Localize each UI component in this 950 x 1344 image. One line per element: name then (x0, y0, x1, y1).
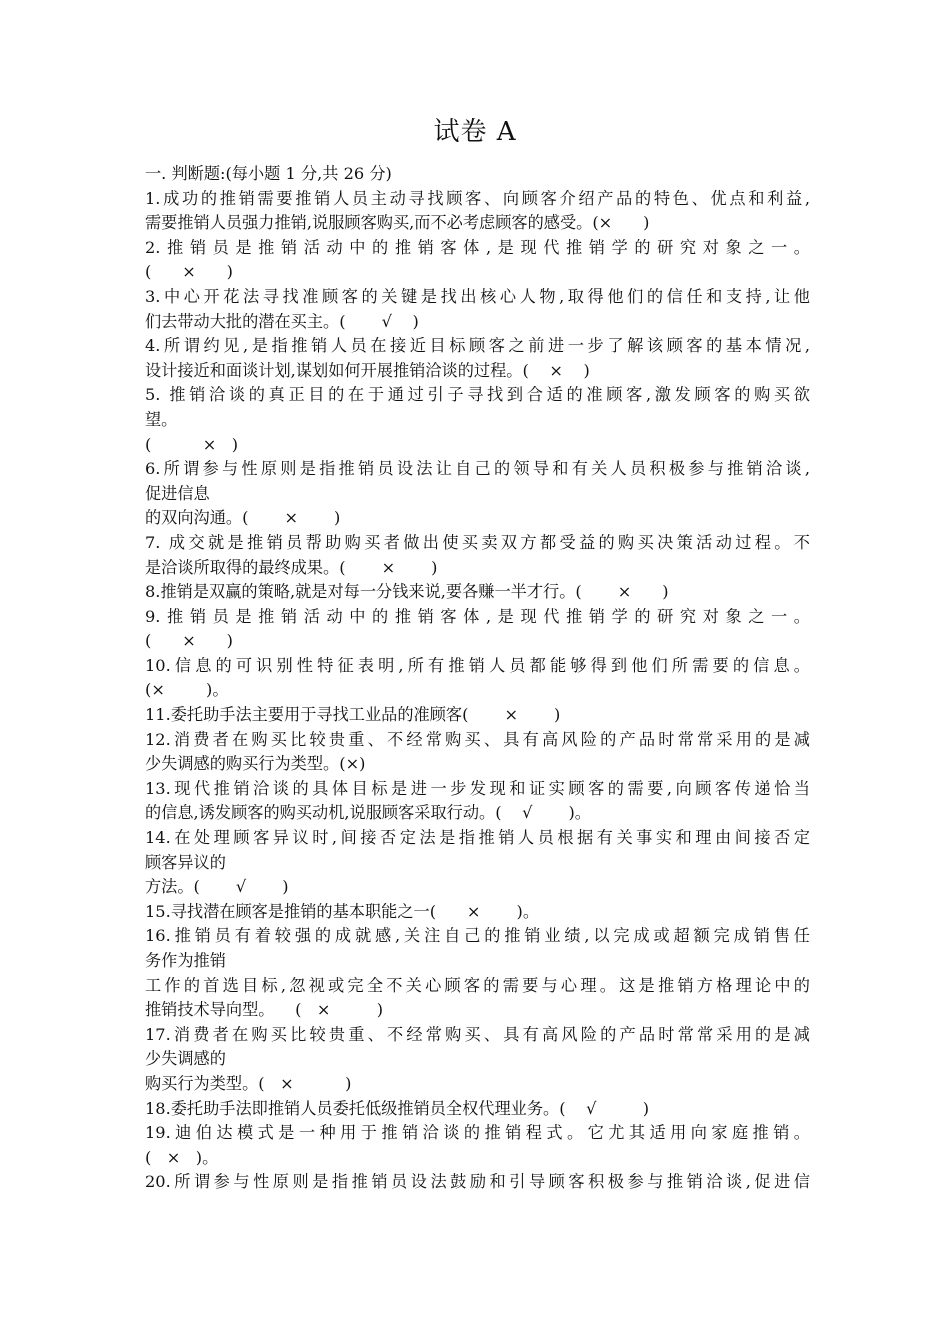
question-line: ( × )。 (145, 1147, 219, 1167)
question-line: 少失调感的购买行为类型。(×) (145, 754, 366, 774)
page-title: 试卷 A (433, 117, 517, 147)
question-line: 的信息,诱发顾客的购买动机,说服顾客采取行动。( √ )。 (145, 803, 591, 823)
question-line: 4.所谓约见,是指推销人员在接近目标顾客之前进一步了解该顾客的基本情况, (145, 336, 810, 356)
question-line: 是洽谈所取得的最终成果。( × ) (145, 557, 438, 577)
question-line: 15.寻找潜在顾客是推销的基本职能之一( × )。 (145, 901, 540, 921)
question-line: 12.消费者在购买比较贵重、不经常购买、具有高风险的产品时常常采用的是减 (145, 729, 810, 749)
question-line: 6.所谓参与性原则是指推销员设法让自己的领导和有关人员积极参与推销洽谈, (145, 459, 810, 479)
question-line: 10.信息的可识别性特征表明,所有推销人员都能够得到他们所需要的信息。 (145, 655, 810, 675)
question-line: 8.推销是双赢的策略,就是对每一分钱来说,要各赚一半才行。( × ) (145, 582, 669, 602)
question-line: ( × ) (145, 262, 233, 282)
question-line: ( × ) (145, 631, 233, 651)
question-line: 16.推销员有着较强的成就感,关注自己的推销业绩,以完成或超额完成销售任 (145, 926, 810, 946)
question-line: (× )。 (145, 680, 229, 700)
question-line: 19.迪伯达模式是一种用于推销洽谈的推销程式。它尤其适用向家庭推销。 (145, 1123, 810, 1143)
question-line: 7. 成交就是推销员帮助购买者做出使买卖双方都受益的购买决策活动过程。不 (145, 532, 810, 552)
question-line: 18.委托助手法即推销人员委托低级推销员全权代理业务。( √ ) (145, 1098, 650, 1118)
question-line: 们去带动大批的潜在买主。( √ ) (145, 311, 419, 331)
question-line: ( × ) (145, 434, 239, 454)
question-line: 11.委托助手法主要用于寻找工业品的准顾客( × ) (145, 705, 561, 725)
question-line: 少失调感的 (145, 1049, 226, 1069)
question-line: 方法。( √ ) (145, 877, 289, 897)
question-line: 2.推销员是推销活动中的推销客体,是现代推销学的研究对象之一。 (145, 237, 810, 257)
question-line: 购买行为类型。( × ) (145, 1073, 352, 1093)
question-line: 需要推销人员强力推销,说服顾客购买,而不必考虑顾客的感受。(× ) (145, 213, 650, 233)
question-line: 9.推销员是推销活动中的推销客体,是现代推销学的研究对象之一。 (145, 606, 810, 626)
question-line: 20.所谓参与性原则是指推销员设法鼓励和引导顾客积极参与推销洽谈,促进信 (145, 1172, 810, 1192)
question-line: 推销技术导向型。 ( × ) (145, 1000, 384, 1020)
question-line: 17.消费者在购买比较贵重、不经常购买、具有高风险的产品时常常采用的是减 (145, 1024, 810, 1044)
question-line: 5. 推销洽谈的真正目的在于通过引子寻找到合适的准顾客,激发顾客的购买欲 (145, 385, 810, 405)
question-line: 顾客异议的 (145, 852, 226, 872)
question-line: 14.在处理顾客异议时,间接否定法是指推销人员根据有关事实和理由间接否定 (145, 828, 810, 848)
question-line: 1.成功的推销需要推销人员主动寻找顾客、向顾客介绍产品的特色、优点和利益, (145, 188, 810, 208)
question-line: 的双向沟通。( × ) (145, 508, 341, 528)
question-list (145, 162, 810, 1195)
question-line: 13.现代推销洽谈的具体目标是进一步发现和证实顾客的需要,向顾客传递恰当 (145, 778, 810, 798)
question-line: 望。 (145, 409, 178, 429)
question-line: 设计接近和面谈计划,谋划如何开展推销洽谈的过程。( × ) (145, 360, 590, 380)
question-line: 3.中心开花法寻找准顾客的关键是找出核心人物,取得他们的信任和支持,让他 (145, 286, 810, 306)
question-line: 工作的首选目标,忽视或完全不关心顾客的需要与心理。这是推销方格理论中的 (145, 975, 810, 995)
question-line: 促进信息 (145, 483, 210, 503)
section-heading: 一. 判断题:(每小题 1 分,共 26 分) (145, 164, 392, 183)
question-line: 务作为推销 (145, 951, 226, 970)
